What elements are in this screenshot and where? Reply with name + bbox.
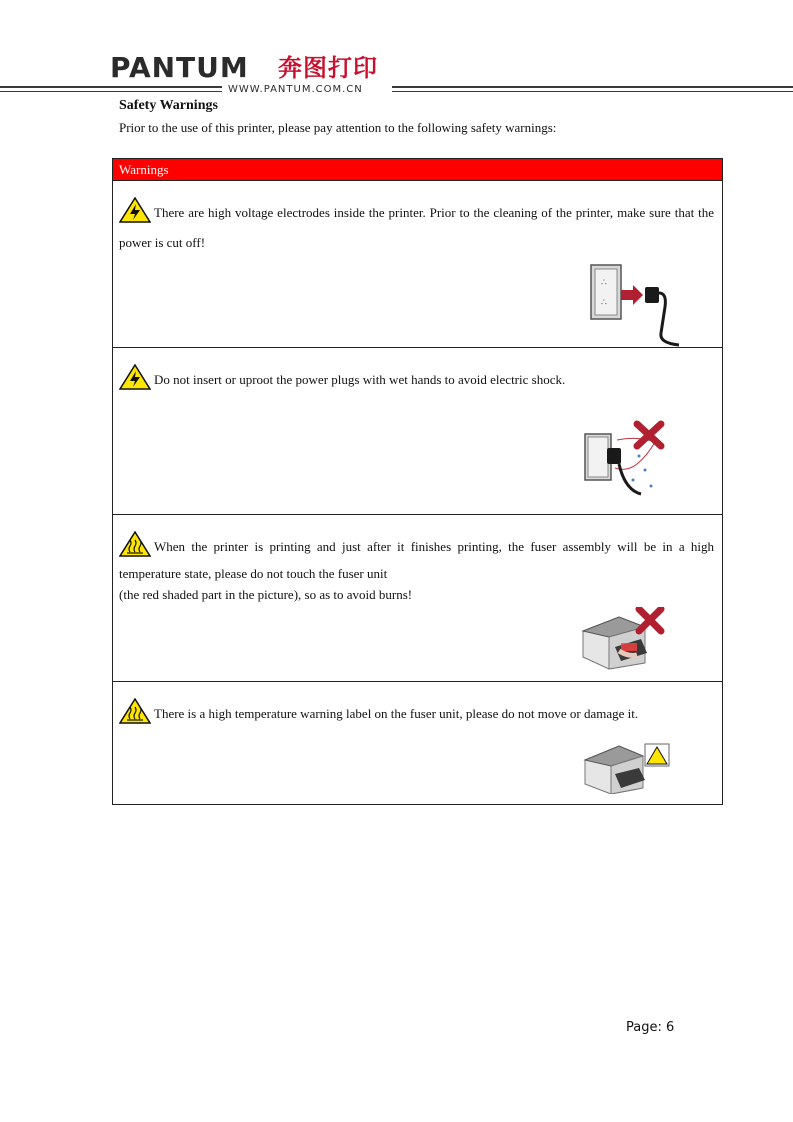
warning-text: There is a high temperature warning label on the fuser unit, please do not move or damage it. [154, 706, 639, 721]
brand-url: WWW.PANTUM.COM.CN [228, 84, 363, 95]
page-number: Page: 6 [626, 1020, 675, 1035]
warning-text-continued: (the red shaded part in the picture), so as to avoid burns! [119, 587, 413, 602]
warnings-table-header: Warnings [113, 159, 722, 181]
high-voltage-warning-icon [119, 197, 151, 231]
warning-text: When the printer is printing and just after it finishes printing, the fuser assembly will be in a high temperature state, please do not touch the fuser unit [119, 539, 714, 581]
brand-logo-text: PANTUM [110, 51, 249, 84]
wet-hand-plug-image [581, 420, 681, 515]
power-outlet-plug-image [587, 257, 707, 352]
warning-row-text [119, 531, 714, 605]
svg-text:∴: ∴ [601, 298, 607, 308]
hot-surface-warning-icon [119, 531, 151, 563]
svg-text:∴: ∴ [601, 278, 607, 288]
warning-row-wet-hands [113, 348, 722, 515]
warning-text: Do not insert or uproot the power plugs with wet hands to avoid electric shock. [154, 372, 566, 387]
hot-surface-warning-icon [119, 698, 151, 732]
warning-row-high-voltage [113, 181, 722, 348]
printer-fuser-touch-image [579, 607, 679, 676]
warning-row-text [119, 364, 714, 398]
header-rule-left-bottom [0, 91, 222, 92]
section-title: Safety Warnings [119, 98, 218, 113]
high-voltage-warning-icon [119, 364, 151, 398]
warning-text: There are high voltage electrodes inside the printer. Prior to the cleaning of the printer, make sure that the power is cut off! [119, 205, 714, 250]
brand-logo-chinese: 奔图打印 [278, 54, 378, 82]
warnings-table [112, 158, 723, 805]
printer-fuser-label-image [583, 738, 675, 799]
section-intro: Prior to the use of this printer, please pay attention to the following safety warnings: [119, 120, 557, 135]
header-rule-right-bottom [392, 91, 793, 92]
header-rule-left-top [0, 86, 222, 88]
warning-row-fuser-label [113, 682, 722, 804]
warning-row-fuser-hot [113, 515, 722, 682]
header-rule-right-top [392, 86, 793, 88]
warning-row-text [119, 698, 714, 732]
warning-row-text [119, 197, 714, 255]
page-header [0, 0, 793, 100]
